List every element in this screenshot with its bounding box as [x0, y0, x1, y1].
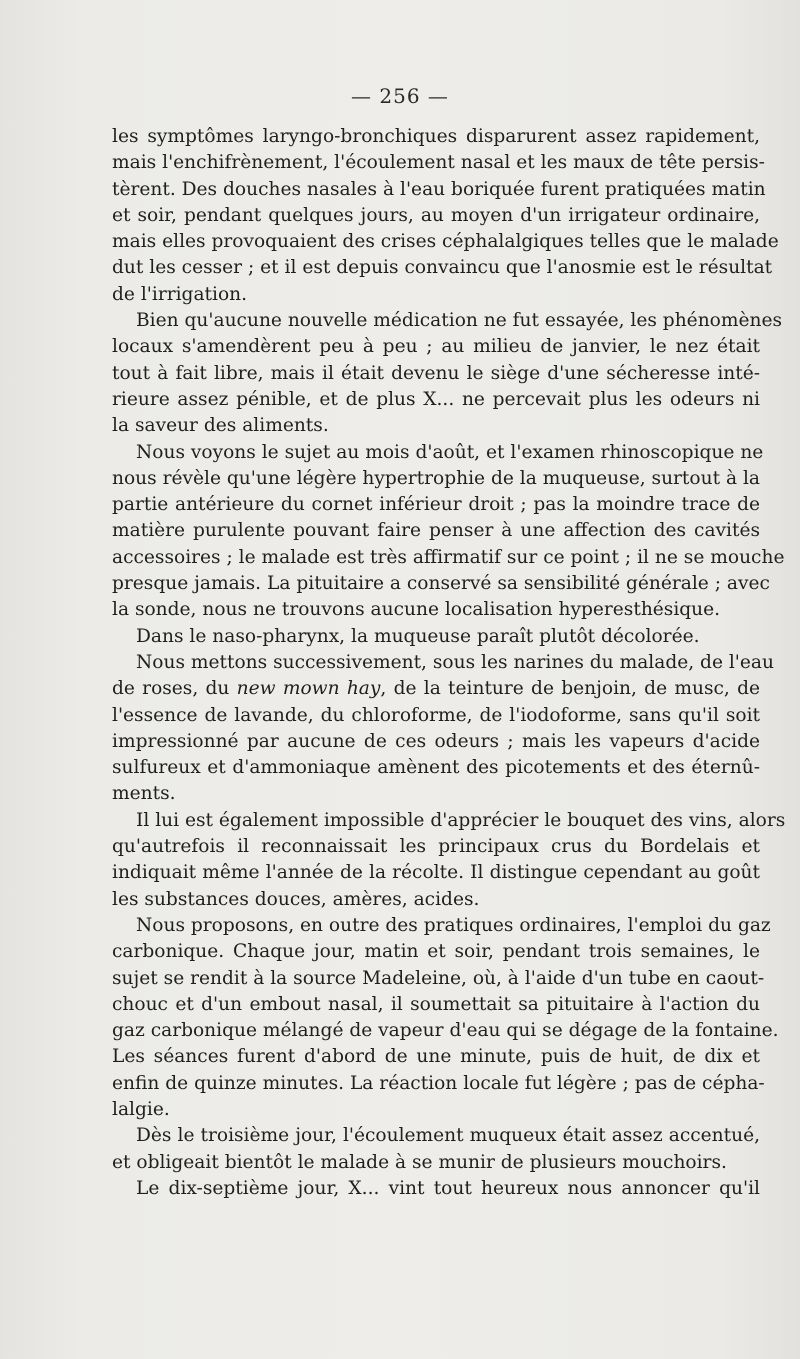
text-line: les symptômes laryngo-bronchiques disparurent assez rapidement, [112, 126, 760, 147]
paragraph [112, 913, 779, 1123]
text-line: et obligeait bientôt le malade à se munir de plusieurs mouchoirs. [112, 1151, 727, 1173]
text-line: de roses, du new mown hay, de la teinture de benjoin, de musc, de [112, 678, 760, 700]
text-line: Dès le troisième jour, l'écoulement muqueux était assez accentué, [136, 1125, 760, 1147]
paragraph [112, 124, 779, 308]
italic-term: new mown hay [236, 678, 381, 700]
page-number: — 256 — [351, 84, 449, 108]
text-line: tèrent. Des douches nasales à l'eau boriquée furent pratiquées matin [112, 178, 766, 200]
text-line: la saveur des aliments. [112, 415, 329, 437]
text-line: accessoires ; le malade est très affirmatif sur ce point ; il ne se mouche [112, 546, 785, 568]
text-line: enfin de quinze minutes. La réaction locale fut légère ; pas de cépha- [112, 1072, 765, 1094]
text-line: ments. [112, 783, 176, 805]
text-line: Nous proposons, en outre des pratiques ordinaires, l'emploi du gaz [136, 914, 771, 936]
text-line: mais l'enchifrènement, l'écoulement nasal et les maux de tête persis- [112, 152, 765, 174]
text-line: Il lui est également impossible d'apprécier le bouquet des vins, alors [136, 809, 786, 831]
text-line: nous révèle qu'une légère hypertrophie de la muqueuse, surtout à la [112, 467, 760, 489]
text-line: l'essence de lavande, du chloroforme, de l'iodoforme, sans qu'il soit [112, 704, 760, 726]
text-line: Bien qu'aucune nouvelle médication ne fut essayée, les phénomènes [136, 310, 783, 332]
text-line: les substances douces, amères, acides. [112, 888, 480, 910]
text-line: carbonique. Chaque jour, matin et soir, pendant trois semaines, le [112, 941, 760, 963]
paragraph [112, 1176, 760, 1202]
text-line: et soir, pendant quelques jours, au moyen d'un irrigateur ordinaire, [112, 204, 760, 226]
text-line: sujet se rendit à la source Madeleine, où, à l'aide d'un tube en caout- [112, 967, 765, 989]
text-line: lalgie. [112, 1098, 170, 1120]
text-line: Les séances furent d'abord de une minute, puis de huit, de dix et [112, 1046, 760, 1068]
text-line: la sonde, nous ne trouvons aucune localisation hyperesthésique. [112, 599, 721, 621]
text-line: presque jamais. La pituitaire a conservé sa sensibilité générale ; avec [112, 573, 770, 595]
text-line: tout à fait libre, mais il était devenu le siège d'une sécheresse inté- [112, 362, 760, 384]
paragraph [112, 1123, 760, 1176]
body-text [112, 124, 786, 1202]
text-line: chouc et d'un embout nasal, il soumettait sa pituitaire à l'action du [112, 993, 760, 1015]
text-line: Nous mettons successivement, sous les narines du malade, de l'eau [136, 651, 774, 673]
text-line: impressionné par aucune de ces odeurs ; mais les vapeurs d'acide [112, 730, 760, 752]
text-line: indiquait même l'année de la récolte. Il distingue cependant au goût [112, 862, 760, 884]
paragraph [112, 308, 783, 439]
paragraph [112, 650, 774, 808]
text-line: dut les cesser ; et il est depuis convaincu que l'anosmie est le résultat [112, 257, 773, 279]
text-line: partie antérieure du cornet inférieur droit ; pas la moindre trace de [112, 494, 760, 516]
text-line: Nous voyons le sujet au mois d'août, et l'examen rhinoscopique ne [136, 441, 764, 463]
text-line: mais elles provoquaient des crises céphalalgiques telles que le malade [112, 231, 779, 253]
text-line: matière purulente pouvant faire penser à une affection des cavités [112, 520, 760, 542]
text-line: gaz carbonique mélangé de vapeur d'eau qui se dégage de la fontaine. [112, 1020, 779, 1042]
text-line: de l'irrigation. [112, 283, 248, 305]
text-line: sulfureux et d'ammoniaque amènent des picotements et des éternû- [112, 757, 760, 779]
text-line: Dans le naso-pharynx, la muqueuse paraît plutôt décolorée. [136, 625, 700, 647]
text-line: locaux s'amendèrent peu à peu ; au milieu de janvier, le nez était [112, 336, 760, 358]
text-line: Le dix-septième jour, X... vint tout heureux nous annoncer qu'il [136, 1177, 760, 1199]
paragraph [112, 440, 785, 624]
paragraph [112, 808, 786, 913]
text-line: rieure assez pénible, et de plus X... ne percevait plus les odeurs ni [112, 388, 760, 410]
text-line: qu'autrefois il reconnaissait les principaux crus du Bordelais et [112, 836, 760, 858]
paragraph [112, 624, 760, 650]
